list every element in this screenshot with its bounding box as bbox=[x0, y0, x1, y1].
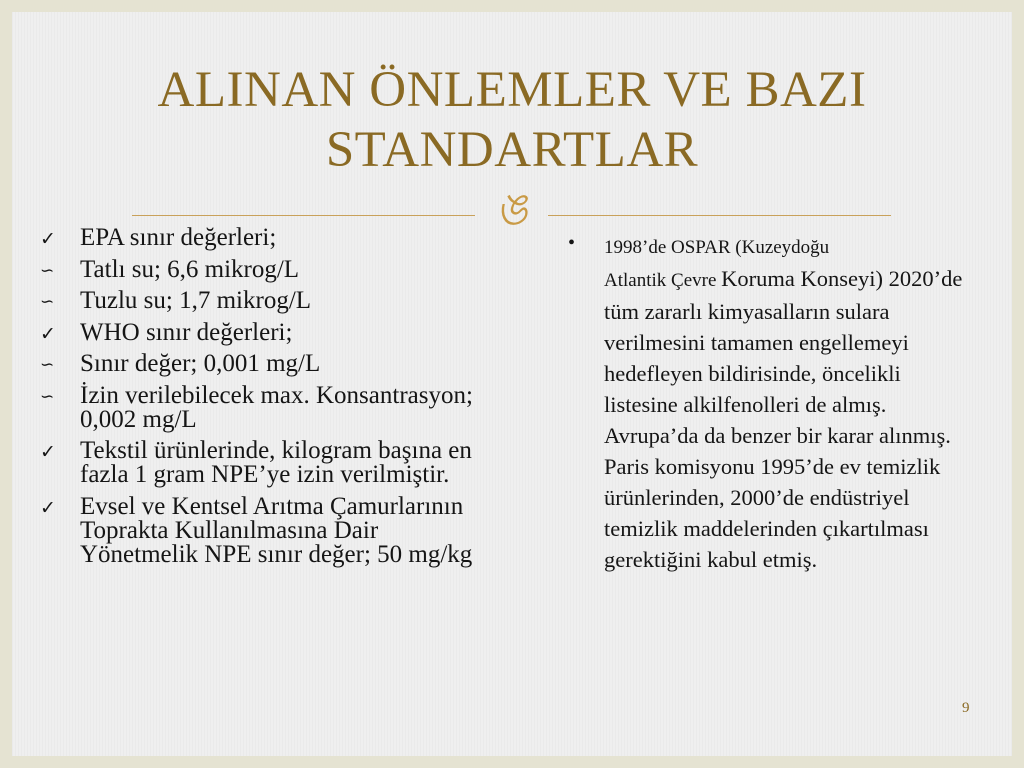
list-item-text: EPA sınır değerleri; bbox=[80, 224, 277, 251]
curl-bullet-icon: ∽ bbox=[40, 260, 54, 281]
curl-bullet-icon: ∽ bbox=[40, 292, 54, 312]
list-item-text: Sınır değer; 0,001 mg/L bbox=[80, 350, 321, 377]
check-icon: ✓ bbox=[40, 496, 56, 519]
check-icon: ✓ bbox=[40, 441, 56, 463]
list-item bbox=[40, 289, 480, 313]
paragraph-rest: 2020’de tüm zararlı kimyasalların sulara verilmesini tamamen engellemeyi hedefleyen bildirisinde, öncelikli listesine alkilfenolleri de almış. Avrupa’da da benzer bir karar alınmış. Paris komisyonu 1995’de ev temizlik ürünlerinden, 2000’de endüstriyel temizlik maddelerinden çıkartılması gerektiğini kabul etmiş. bbox=[604, 266, 963, 572]
list-item-text: Evsel ve Kentsel Arıtma Çamurlarının Toprakta Kullanılmasına Dair Yönetmelik NPE sınır değer; 50 mg/kg bbox=[80, 492, 473, 568]
list-item-text: WHO sınır değerleri; bbox=[80, 318, 293, 346]
title-line-1: ALINAN ÖNLEMLER VE BAZI bbox=[157, 62, 867, 118]
list-item-text: Tuzlu su; 1,7 mikrog/L bbox=[80, 287, 312, 314]
bullet-icon: • bbox=[568, 232, 576, 254]
paragraph-line-2-small: Atlantik Çevre bbox=[604, 270, 722, 291]
list-item-text: Tekstil ürünlerinde, kilogram başına en fazla 1 gram NPE’ye izin verilmiştir. bbox=[80, 437, 472, 488]
page-number: 9 bbox=[962, 700, 970, 716]
paragraph-line-1: 1998’de OSPAR (Kuzeydoğu bbox=[604, 237, 830, 258]
list-item-text: Tatlı su; 6,6 mikrog/L bbox=[80, 255, 300, 283]
divider-left bbox=[132, 215, 475, 216]
left-bullet-list bbox=[40, 226, 480, 574]
right-paragraph bbox=[604, 230, 978, 575]
list-item-text: İzin verilebilecek max. Konsantrasyon; 0,002 mg/L bbox=[80, 381, 473, 433]
title-line-2: STANDARTLAR bbox=[325, 122, 699, 178]
list-item bbox=[40, 226, 480, 250]
list-item bbox=[40, 492, 480, 568]
slide-title bbox=[0, 60, 1024, 180]
list-item bbox=[40, 439, 480, 487]
list-item bbox=[40, 318, 480, 346]
list-item bbox=[40, 381, 480, 433]
divider-right bbox=[548, 215, 891, 216]
curl-bullet-icon: ∽ bbox=[40, 355, 54, 375]
check-icon: ✓ bbox=[40, 322, 56, 345]
list-item bbox=[40, 255, 480, 283]
check-icon: ✓ bbox=[40, 228, 56, 250]
right-text-block bbox=[568, 230, 978, 575]
ornament-icon: ঙ bbox=[495, 185, 528, 234]
curl-bullet-icon: ∽ bbox=[40, 386, 54, 407]
paragraph-line-2-rest: Koruma Konseyi) bbox=[721, 266, 883, 291]
list-item bbox=[40, 352, 480, 376]
